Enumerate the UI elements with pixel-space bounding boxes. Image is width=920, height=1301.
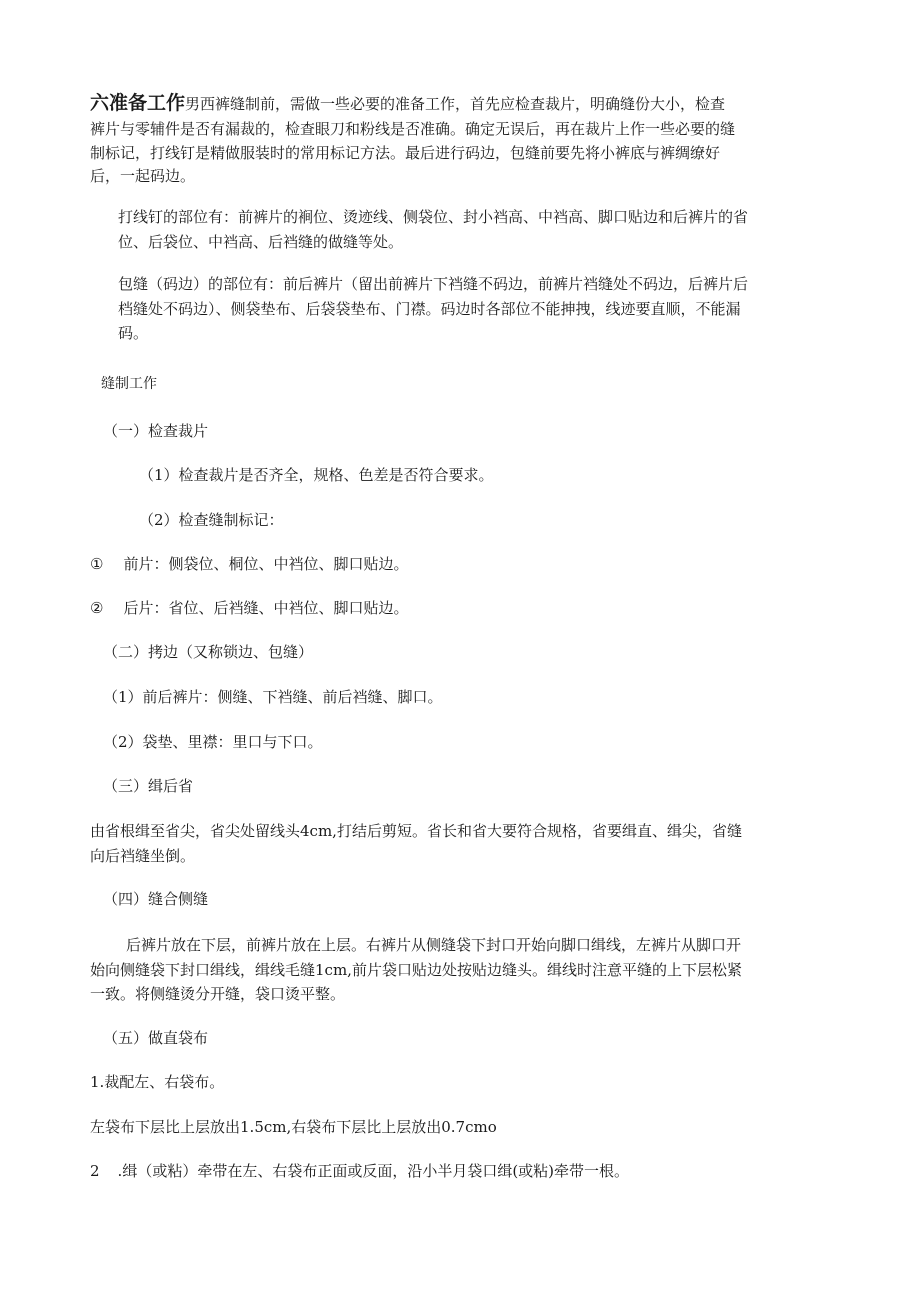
- list-item: [90, 1160, 629, 1182]
- list-item: [90, 553, 408, 575]
- section-title: （二）拷边（又称锁边、包缝）: [103, 643, 314, 661]
- intro-line: 男西裤缝制前，需做一些必要的准备工作，首先应检查裁片，明确缝份大小，检查: [185, 95, 726, 113]
- paragraph-line: 左袋布下层比上层放出1.5cm,右袋布下层比上层放出0.7cmo: [90, 1118, 497, 1136]
- paragraph-line: 一致。将侧缝烫分开缝，袋口烫平整。: [90, 985, 346, 1003]
- overlock-line: 档缝处不码边）、侧袋垫布、后袋袋垫布、门襟。码边时各部位不能抻拽，线迹要直顺，不能漏: [118, 300, 741, 318]
- circled-number: ①: [90, 555, 104, 573]
- intro-line: 裤片与零辅件是否有漏裁的，检查眼刀和粉线是否准确。确定无误后，再在裁片上作一些必要的缝: [90, 120, 736, 138]
- circled-number: ②: [90, 599, 104, 617]
- section-title: （五）做直袋布: [103, 1029, 209, 1047]
- paragraph-line: 后裤片放在下层，前裤片放在上层。右裤片从侧缝袋下封口开始向脚口缉线，左裤片从脚口开: [126, 936, 742, 954]
- list-item: （1）检查裁片是否齐全，规格、色差是否符合要求。: [139, 466, 494, 484]
- section-title: （三）缉后省: [103, 777, 194, 795]
- list-item: （2）检查缝制标记：: [139, 511, 284, 529]
- paragraph-line: 向后裆缝坐倒。: [90, 847, 196, 865]
- intro-line: 后，一起码边。: [90, 167, 196, 185]
- paragraph-line: 始向侧缝袋下封口缉线，缉线毛缝1cm,前片袋口贴边处按贴边缝头。缉线时注意平缝的上下层松紧: [90, 961, 742, 979]
- overlock-line: 码。: [118, 324, 149, 342]
- tack-marks-line: 位、后袋位、中裆高、后裆缝的做缝等处。: [118, 233, 404, 251]
- intro-paragraph: [90, 92, 725, 115]
- intro-line: 制标记，打线钉是精做服装时的常用标记方法。最后进行码边，包缝前要先将小裤底与裤绸缭好: [90, 144, 721, 162]
- list-item: （1）前后裤片：侧缝、下裆缝、前后裆缝、脚口。: [103, 688, 443, 706]
- sewing-title: 缝制工作: [101, 376, 157, 392]
- section-title: （一）检查裁片: [103, 422, 209, 440]
- list-item-text: 前片：侧袋位、桐位、中裆位、脚口贴边。: [123, 555, 409, 573]
- tack-marks-line: 打线钉的部位有：前裤片的裥位、烫迹线、侧袋位、封小裆高、中裆高、脚口贴边和后裤片的省: [118, 208, 749, 226]
- list-item: 1.裁配左、右袋布。: [90, 1073, 225, 1091]
- paragraph-line: 由省根缉至省尖，省尖处留线头4cm,打结后剪短。省长和省大要符合规格，省要缉直、缉尖，省缝: [90, 822, 742, 840]
- overlock-line: 包缝（码边）的部位有：前后裤片（留出前裤片下裆缝不码边，前裤片裆缝处不码边，后裤片后: [118, 275, 749, 293]
- list-item: （2）袋垫、里襟：里口与下口。: [103, 733, 323, 751]
- list-item: [90, 597, 408, 619]
- list-item-text: 后片：省位、后裆缝、中裆位、脚口贴边。: [123, 599, 409, 617]
- list-item-text: .缉（或粘）牵带在左、右袋布正面或反面，沿小半月袋口缉(或粘)牵带一根。: [117, 1162, 630, 1180]
- section-title: （四）缝合侧缝: [103, 890, 209, 908]
- list-number: 2: [90, 1162, 100, 1180]
- section-heading: 六准备工作: [90, 92, 186, 114]
